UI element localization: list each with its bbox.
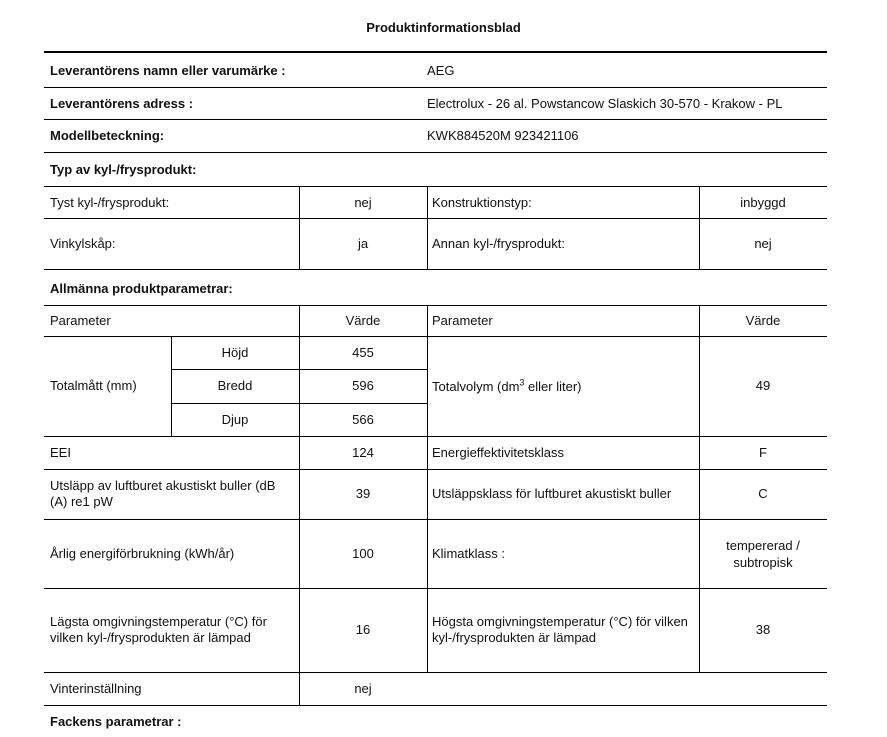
rule (44, 186, 827, 187)
supplier-address-value: Electrolux - 26 al. Powstancow Slaskich 30-570 - Krakow - PL (427, 96, 783, 111)
rule (44, 305, 827, 306)
volume-value: 49 (755, 378, 771, 393)
rule (44, 436, 827, 437)
other-value: nej (754, 236, 772, 251)
type-heading: Typ av kyl-/frysprodukt: (50, 162, 197, 177)
param-header: Parameter (50, 313, 111, 328)
volume-label-post: eller liter) (524, 379, 582, 394)
rule (44, 588, 827, 589)
model-value: KWK884520M 923421106 (427, 128, 579, 143)
rule (427, 305, 428, 672)
rule (44, 705, 827, 706)
other-label: Annan kyl-/frysprodukt: (432, 236, 565, 251)
rule (44, 119, 827, 120)
value-header: Värde (345, 313, 381, 328)
height-value: 455 (352, 345, 374, 360)
noise-label: Utsläpp av luftburet akustiskt buller (dB (A) re1 pW (50, 478, 276, 509)
winter-value: nej (354, 681, 372, 696)
max-temp-label: Högsta omgivningstemperatur (°C) för vilken kyl-/frysprodukten är lämpad (432, 614, 688, 645)
eei-value: 124 (352, 445, 374, 460)
width-value: 596 (352, 378, 374, 393)
annual-energy-label: Årlig energiförbrukning (kWh/år) (50, 546, 235, 561)
rule (44, 519, 827, 520)
compartment-heading: Fackens parametrar : (50, 714, 182, 729)
eei-label: EEI (50, 445, 71, 460)
volume-label (432, 379, 582, 395)
construction-label: Konstruktionstyp: (432, 195, 532, 210)
height-label: Höjd (221, 345, 249, 360)
volume-label-pre: Totalvolym (dm (432, 379, 520, 394)
rule (299, 305, 300, 705)
wine-label: Vinkylskåp: (50, 236, 116, 251)
page-title: Produktinformationsblad (366, 20, 521, 35)
noise-class-label: Utsläppsklass för luftburet akustiskt buller (432, 486, 672, 501)
rule (44, 672, 827, 673)
noise-class-value: C (758, 486, 768, 501)
winter-label: Vinterinställning (50, 681, 142, 696)
param-header-2: Parameter (432, 313, 493, 328)
construction-value: inbyggd (740, 195, 786, 210)
wine-value: ja (357, 236, 369, 251)
climate-label: Klimatklass : (432, 546, 505, 561)
rule (427, 186, 428, 269)
value-header-2: Värde (745, 313, 781, 328)
energy-class-label: Energieffektivitetsklass (432, 445, 564, 460)
climate-value-1: tempererad / (726, 538, 800, 553)
noise-value: 39 (355, 486, 371, 501)
general-heading: Allmänna produktparametrar: (50, 281, 233, 296)
rule (44, 87, 827, 88)
quiet-value: nej (354, 195, 372, 210)
min-temp-value: 16 (355, 622, 371, 637)
supplier-name-label: Leverantörens namn eller varumärke : (50, 63, 286, 78)
dimensions-label: Totalmått (mm) (50, 378, 137, 393)
max-temp-value: 38 (755, 622, 771, 637)
width-label: Bredd (217, 378, 253, 393)
energy-class-value: F (759, 445, 767, 460)
depth-value: 566 (352, 412, 374, 427)
rule (44, 269, 827, 270)
quiet-label: Tyst kyl-/frysprodukt: (50, 195, 170, 210)
depth-label: Djup (221, 412, 249, 427)
rule (44, 51, 827, 53)
climate-value-2: subtropisk (733, 555, 793, 570)
volume-label-sup: 3 (519, 377, 525, 388)
rule (44, 218, 827, 219)
supplier-address-label: Leverantörens adress : (50, 96, 194, 111)
rule (44, 152, 827, 153)
min-temp-label: Lägsta omgivningstemperatur (°C) för vilken kyl-/frysprodukten är lämpad (50, 614, 267, 645)
rule (44, 336, 827, 337)
supplier-name-value: AEG (427, 63, 455, 78)
annual-energy-value: 100 (352, 546, 374, 561)
rule (44, 469, 827, 470)
model-label: Modellbeteckning: (50, 128, 165, 143)
